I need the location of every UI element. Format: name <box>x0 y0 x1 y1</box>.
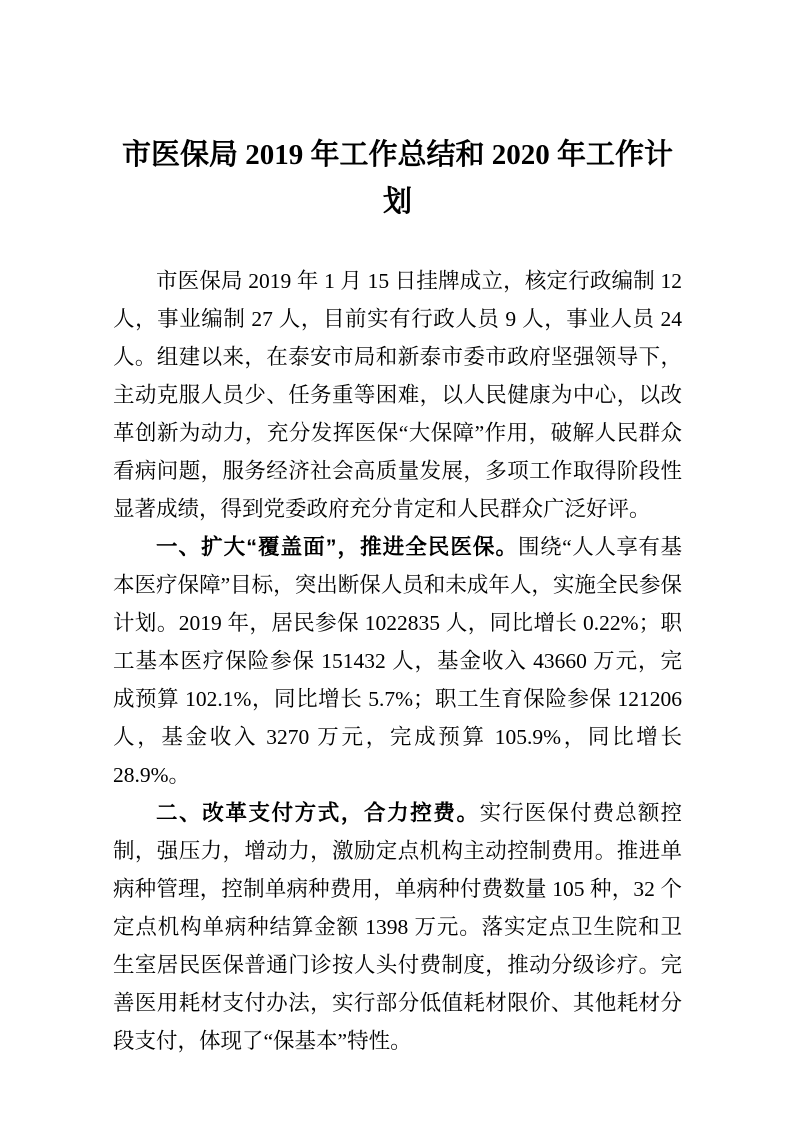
paragraph-lead: 一、扩大“覆盖面”，推进全民医保。 <box>156 535 519 559</box>
paragraph-text: 围绕“人人享有基本医疗保障”目标，突出断保人员和未成年人，实施全民参保计划。2019 年，居民参保 1022835 人，同比增长 0.22%；职工基本医疗保险参保 151432 人，基金收入 43660 万元，完成预算 102.1%，同比增长 5.7%；职工生育保险参保 121206 人，基金收入 3270 万元，完成预算 105.9%，同比增长 28.9%。 <box>113 535 682 787</box>
paragraph-text: 实行医保付费总额控制，强压力，增动力，激励定点机构主动控制费用。推进单病种管理，控制单病种费用，单病种付费数量 105 种，32 个定点机构单病种结算金额 1398 万元。落实定点卫生院和卫生室居民医保普通门诊按人头付费制度，推动分级诊疗。完善医用耗材支付办法，实行部分低值耗材限价、其他耗材分段支付，体现了“保基本”特性。 <box>113 801 682 1053</box>
paragraph-lead: 二、改革支付方式，合力控费。 <box>156 801 480 825</box>
paragraph <box>113 794 682 1060</box>
paragraph-text: 市医保局 2019 年 1 月 15 日挂牌成立，核定行政编制 12 人，事业编制 27 人，目前实有行政人员 9 人，事业人员 24 人。组建以来，在泰安市局和新泰市委市政府坚强领导下，主动克服人员少、任务重等困难，以人民健康为中心，以改革创新为动力，充分发挥医保“大保障”作用，破解人民群众看病问题，服务经济社会高质量发展，多项工作取得阶段性显著成绩，得到党委政府充分肯定和人民群众广泛好评。 <box>113 269 682 521</box>
document-title: 市医保局 2019 年工作总结和 2020 年工作计划 <box>121 139 673 218</box>
paragraph <box>113 528 682 794</box>
paragraph <box>113 262 682 528</box>
